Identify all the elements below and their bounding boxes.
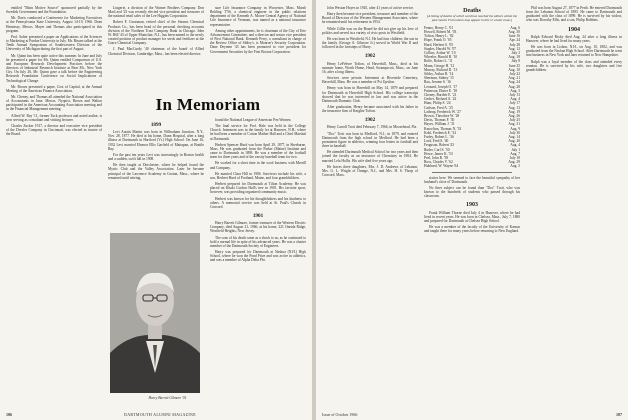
death-date: Aug. 14 (508, 135, 520, 140)
death-date: June 25 (508, 63, 520, 68)
right-column-3 (526, 6, 622, 408)
obituary-paragraph: He attended Dartmouth Medical School for two years and then joined the faculty as an instructor of Chemistry in 1904. He married Lela Hollis. His wife died five years ago. (322, 150, 418, 163)
death-name: Patterson, Elmer E. '18 (424, 88, 458, 93)
death-name: Howe, James K. '53 (424, 151, 453, 156)
obituary-paragraph: Herbert was known for his thoughtfulness and his kindness to others. A memorial service was held at St. Paul's Church in Concord. (210, 196, 306, 209)
death-name: Murray, Richard D. '13 (424, 67, 458, 72)
death-name: Silsby, Arthur R. '14 (424, 71, 454, 76)
footer-title: DARTMOUTH ALUMNI MAGAZINE (124, 412, 196, 417)
death-date: Aug. 13 (508, 105, 520, 110)
death-name: Ferguson, Robert '43 (424, 143, 455, 148)
death-date: Aug. 31 (508, 122, 520, 127)
death-date: Aug. 12 (508, 46, 520, 51)
year-heading-1904: 1904 (568, 26, 580, 33)
article-paragraph: Mr. Davis conducted a Conference for Marketing Executives at the Pennsylvania State University, August 14-19, 1966. Dean Hennessy, Messrs. Mayer and Thomas also participated in this program. (6, 16, 102, 33)
obituary-paragraph: For the past ten years Levi was increasingly in Boston health and a sudden, swift fall in 1908. (108, 152, 204, 162)
death-name: Rau, Jerome S. '16 (424, 80, 451, 85)
article-paragraph: Mr. Cheney, and Thomas all attended the National Association of Accountants in June. Messrs. Nyquist, Brown and Walton participated in the American Accounting Association meeting and in the Financial Management meeting. (6, 94, 102, 112)
year-heading-1902: 1902 (364, 53, 376, 60)
death-name: Staples, Harold W. '07 (424, 46, 457, 51)
obituary-paragraph: John Weston Hoyes in 1945, after 41 years of active service. (327, 6, 414, 10)
obituary-paragraph: He then taught at Dorchester, where he helped found the Mystic Club and the Valley Association. Later he became principal of the Lawrence Academy in Groton, Mass., where he remained until retiring. (108, 163, 204, 180)
obituary-paragraph: found the National League of American Pen Women. (215, 118, 292, 122)
article-paragraph: Prof. Salter presented a paper on Applications of the Sciences to Marketing at Purdue University in July. Mr. Bisons talked at the Tenth Annual Symposium of Southwestern Division of the University of Michigan during the first part of August. (6, 34, 102, 52)
death-date: Aug. 4 (510, 97, 520, 102)
death-date: Aug. 20 (508, 139, 520, 144)
photo-caption: Harry Barrett Gilmore '01 (148, 396, 187, 400)
death-date: Aug. 28 (508, 84, 520, 89)
obituary-paragraph: He was born in Lisbon, N.H., on Aug. 10, 1882, and was graduated from the Nashua High School. After Dartmouth he went into business in New York and later returned to New Hampshire. (526, 45, 622, 58)
obituary-paragraph: Harry Barrett Gilmore, former treasurer of the Western Electric Company, died August 21, 1966, at his home, 221 Oneida Ridge, Westfield Heights, New Jersey. (210, 221, 306, 234)
death-date: June 16 (508, 34, 520, 39)
left-column-1 (6, 6, 102, 408)
obituary-paragraph: He worked for a short time in the wool business with Merrill and Company. (210, 161, 306, 170)
death-date: Aug. 6 (510, 25, 520, 30)
death-date: July 18 (509, 156, 520, 161)
obituary-paragraph: Herbert Spencer Hurd was born April 29, 1877, in Sherburne, Mass. He was graduated from the Parker (Maine) Institute and came to Dartmouth in 1898. He was a member of the football team for three years and of the varsity baseball team for two. (210, 142, 306, 160)
death-date: Apr. 24 (509, 38, 520, 43)
left-column-2-top (108, 6, 204, 92)
death-date: Aug. 3 (510, 88, 520, 93)
left-footer (6, 412, 12, 417)
death-date: July 22 (509, 71, 520, 76)
obituary-paragraph: He was a member of the faculty of the University of Kansas and taught there for many years before returning to New England. (424, 225, 520, 234)
article-paragraph: J. Paul MacCurdy '40 chairman of the board of Allied Chemical Division, Cambridge, Mass., has been elected director. (108, 47, 204, 56)
obituary-paragraph: He leaves three daughters, Mrs. J. D. Andrews of Lebanon, Mrs. G. L. Wright of Orange, N.J., and Mrs. H. S. Thorp of Concord, Mass. (322, 164, 418, 177)
death-name: Hunt, Philip S. '24 (424, 101, 451, 106)
death-date: Aug. 21 (508, 76, 520, 81)
article-paragraph: entitled "Main Motive Source" sponsored partially by the Swedish Government and the Foundation. (6, 6, 102, 15)
page-number-left: 106 (6, 412, 12, 417)
death-name: Kohl, Frederick E. '34 (424, 130, 456, 135)
death-date: July 1 (511, 147, 520, 152)
article-paragraph: Lingerie, a division of the Warner Brothers Company. Don MacLeod '23 was recently elected vice president and treasurer of the national retail sales of the Lee Higgins Corporation. (108, 6, 204, 19)
left-column-3-top (210, 6, 306, 92)
death-date: July 8 (511, 59, 520, 64)
death-name: Carlson, Fred A. '25 (424, 105, 453, 110)
left-column-3-mid (210, 118, 306, 400)
death-date: Aug. 18 (508, 55, 520, 60)
death-name: Ruder, Carl S. '50 (424, 147, 450, 152)
obituary-paragraph: Ralph Edward Bixby died Aug. 24 after a long illness in Hanover, where he had lived for many years. (526, 34, 622, 43)
death-entry (424, 164, 520, 168)
obituary-paragraph: Herbert prepared for Dartmouth at Tilton Academy. He was placed on Khaki Cordon Hall's tree in 1901. His favorite sport, however, was providing organized community music. (210, 182, 306, 195)
death-name: Hubbard, W. Wayne '64 (424, 164, 459, 169)
death-name: Gerber, Richard A. '22 (424, 97, 457, 102)
death-name: Brown, Theodore W. '28 (424, 114, 460, 119)
obituary-paragraph: Levi Austin Martin was born in Wilbraham Junction, N.Y., Nov. 28, 1877. He died at his home, Dunn Hospital, after a long illness at Dartmouth in Hartford (Vt.) High School. On June 16, 1932 Levi married Eleanor Ellis Garfield of Mattapan, at Brattle Bay. (108, 130, 204, 151)
death-name: Howell, Robert M. '03 (424, 29, 457, 34)
article-paragraph: sure Life Insurance Company in Worcester, Mass. Marsh Bohling T'56, a chemical engineer in the public relations department of the Kenneth A. Moore Central Agency of National Life Insurance of Vermont, was named as a national insurance representative. (210, 6, 306, 27)
obituary-paragraph: He was born in Westfield, N.J. He had four children; the son in the family (George A. Gilmore Jr.) served in World War II and followed in the footsteps of Harry. (322, 36, 418, 50)
death-date: Aug. 26 (508, 114, 520, 119)
obituary-paragraph: Henry was born in Haverhill on May 14, 1879 and prepared for Dartmouth at Haverhill High School. His college transcript showed that he was interested in law and was active in the Dartmouth Dramatic Club. (322, 86, 418, 103)
obituary-paragraph: The final service for Prof. Hale was held in the College Church. Interment was in the family lot at Hanover, N.H., where he had been a member of Cotton Mather Hall and a Chief Marshal at Dartmouth. (210, 124, 306, 141)
death-name: Hayes, William J. '31 (424, 122, 455, 127)
obituary-paragraph: Frank William Thorne died July 4 in Hanover, where he had lived in recent years. He was born in Chelsea, Mass., July 7, 1880 and prepared for Dartmouth at Chelsea High School. (424, 210, 520, 223)
death-date: July 13 (509, 93, 520, 97)
obituary-paragraph: No finer subject can be found than "Doc" Trott, who was known to the hundreds of students who passed through his classroom. (424, 185, 520, 199)
death-name: Lathrop, Frederick W. '27 (424, 109, 461, 114)
death-date: Aug. 19 (508, 109, 520, 114)
death-name: Sherman, Sidney '15 (424, 76, 454, 81)
page-number-right: 107 (616, 412, 622, 417)
article-paragraph: Among other appointments, he is chairman of the City of Erie Advancement Committee, and a director and senior vice president of First National Bank. Kenneth Perry, a consultant in charge of the Review Office of Sibley's, is Monroe's Security Corporation. Dane Deymen '43 has been promoted to vice president for Government Securities by the First Boston Corporation. (210, 28, 306, 54)
death-name: Leonard, Joseph O. '17 (424, 84, 458, 89)
left-page (0, 0, 312, 420)
death-name: Tofton, Henry L. '02 (424, 34, 454, 39)
right-page (316, 0, 628, 420)
death-date: July 3 (511, 50, 520, 55)
obituary-paragraph: The sons of his death came as a shock to us, as he continued to hold a normal life in spite of his advanced years. He was a charter member of the Dartmouth Society of Engineers. (210, 235, 306, 248)
death-name: Rolfe, Robert L. '11 (424, 59, 453, 64)
death-name: Hurd, Herbert S. '05 (424, 42, 454, 47)
article-paragraph: Alfred W. Ray '11, former Tuck professor and noted author, is now serving as consultant and visiting lecturer. (6, 113, 102, 122)
obituary-paragraph: "Doc" Trott was born in Medford, N.J., in 1879, and entered Dartmouth from the high school in Medford. He had been a prominent figure in athletics, winning four letters in football and three in baseball. (322, 131, 418, 149)
obituary-paragraph: Henry LeFebvre Tofton, of Haverhill, Mass., died at his summer home, Worth Home, Head, Swampscott, Mass., on June 16, after a long illness. (322, 61, 418, 74)
death-name: Fenno, Henry C. '01 (424, 25, 454, 30)
death-name: Peel, John R. '58 (424, 156, 449, 161)
obituary-paragraph: Services were private. Interment at Riverside Cemetery, Haverhill, Mass. He was a member of Psi Upsilon. (322, 76, 418, 85)
obituary-paragraph: sixties here. We seemed to face the beautiful sympathy of her husband's close ol' Dartmouth. (424, 175, 520, 184)
death-date: Aug. 7 (510, 151, 520, 156)
death-name: Hope, Frank O. '05 (424, 38, 452, 43)
death-date: Aug. 5 (510, 164, 520, 169)
death-name: Mann, George H. '12 (424, 63, 455, 68)
right-column-1 (322, 6, 418, 408)
death-date: July 25 (509, 118, 520, 123)
issue-label: Issue of October 1966 (322, 412, 358, 417)
obituary-paragraph: Harry then became vice president, treasurer and member of the Board of Directors of the Western Management Associates, where he remained until his retirement in 1954. (322, 12, 418, 25)
obituary-paragraph: Henry Carroll Trott died February 7, 1966, in Moosehead, Fla. (327, 125, 417, 130)
section-heading: In Memoriam (155, 95, 261, 114)
article-paragraph: Mr. Quinn has been quite active this summer. In June and July he presented a paper for Mr. Quinn entitled Comparison of U.S. and European Research Development Practices before the directors of Industrial Research Institute at Bear Mt., New York City. On July 26, Mr. Quinn gave a talk before the Engineering Research Foundation Conference on Social Implications of Technological Change. (6, 53, 102, 83)
year-heading-1903: 1903 (466, 202, 478, 209)
death-name: Lord, Fred S. '40 (424, 139, 449, 144)
obituary-paragraph: While Gillie was on the Board he did not give up his love of politics and served in a variety of civic posts in Westfield. (322, 26, 418, 35)
death-name: Knowlton, Thomas N. '33 (424, 126, 462, 131)
death-name: Davis, Thomas F. '30 (424, 118, 455, 123)
year-heading-1901: 1901 (252, 212, 264, 219)
obituary-paragraph: After graduation, Henry became associated with his father in the insurance firm of Knights-Tofton. (322, 104, 418, 114)
obituary-paragraph: Ralph was a loyal member of the class and attended every reunion. He is survived by his wife, two daughters and five grandchildren. (526, 59, 622, 72)
year-heading-1902b: 1902 (364, 117, 376, 124)
divider (432, 172, 512, 173)
death-date: July 28 (509, 42, 520, 47)
death-name: Cheney, Bartlett E. '21 (424, 93, 457, 97)
article-paragraph: Mr. Brown presented a paper, Cost of Capital, at the Annual Meeting of the American Finance Association. (6, 84, 102, 93)
year-heading-1899: 1899 (150, 122, 162, 128)
deaths-heading: Deaths (463, 8, 481, 14)
death-date: July 30 (509, 130, 520, 135)
death-name: Farley, Robert L. '36 (424, 135, 454, 140)
left-column-2-mid (108, 118, 204, 230)
obituary-paragraph: Phil was born August 27, 1877 in Perth. He entered Dartmouth from the Lebanon School of 1895. He came to Dartmouth and graduated with the class of 1899. He is survived by his widow, who was Dorothy Ellis, and a son, Philip Robbins. (526, 6, 622, 23)
death-date: Aug. 10 (508, 67, 520, 72)
right-column-2 (424, 6, 520, 408)
death-date: Aug. 24 (508, 80, 520, 85)
death-name: Wheeler, Harold B. '10 (424, 55, 458, 60)
death-date: Aug. 9 (510, 126, 520, 131)
death-date: July 17 (509, 101, 520, 106)
death-date: Aug. 30 (508, 29, 520, 34)
article-paragraph: Charles Zucker 1917, a director and executive vice president of the Drexler Company in Cincinnati, was elected as trustee of the Board. (6, 123, 102, 137)
portrait-photo (110, 233, 200, 393)
right-footer (616, 412, 622, 417)
deaths-note: [A listing of deaths of which word has reached the editors within the past month. Full notices may appear in this or a later issue.] (426, 14, 518, 22)
deaths-list (424, 26, 520, 169)
death-date: Aug. 29 (508, 160, 520, 165)
death-date: Aug. 4 (510, 143, 520, 148)
obituary-paragraph: He married Clara Hill in 1906. Survivors include his wife, a son, Herbert Hurd of Portland, Maine, and four grandchildren. (210, 171, 306, 180)
obituary-paragraph: Harry was prepared for Dartmouth at Nashua (N.H.) High School, where he won the Pond Prize and was active in athletics, and was a member of Alpha Delta Phi. (210, 250, 306, 263)
article-paragraph: Robert F. Grossman, retired chief of the Stearns Chemical Products Co., has been head of the personal checking accounts division of the Northern Trust Company Bank in Chicago. John W. Hill '43 of Upper Montclair, N.J., has been named to the newly created position of product manager for seeds and fertilizer at the Grace Chemical Company. (108, 20, 204, 46)
death-name: Collins, Arthur W. '10 (424, 50, 456, 55)
death-name: Ross, Charles V. '62 (424, 160, 453, 165)
